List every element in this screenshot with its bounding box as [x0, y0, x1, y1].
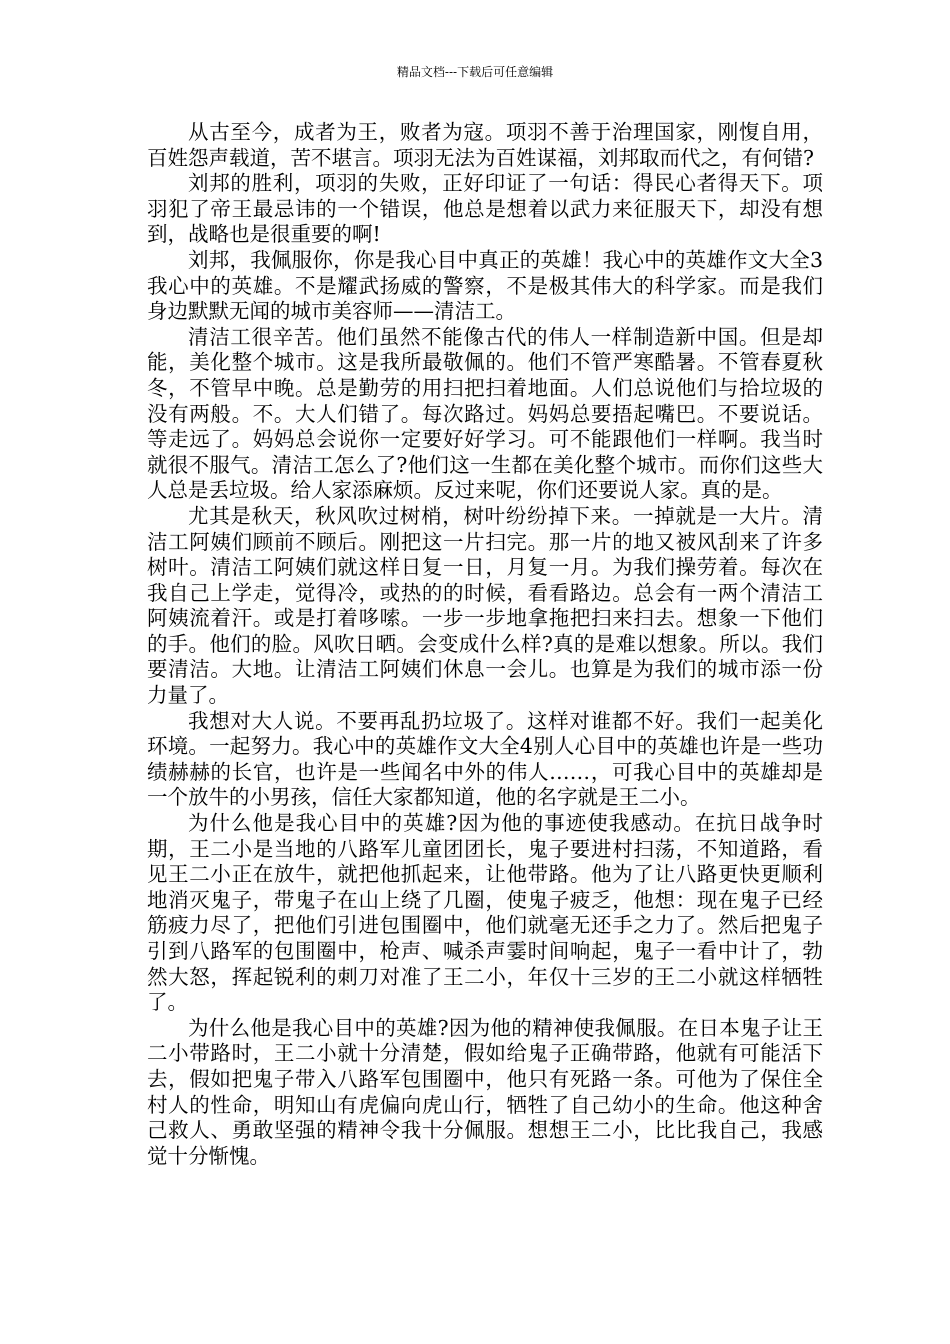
paragraph: 刘邦，我佩服你，你是我心目中真正的英雄！我心中的英雄作文大全3我心中的英雄。不是耀武扬威的警察，不是极其伟大的科学家。而是我们身边默默无闻的城市美容师——清洁工。: [147, 247, 823, 324]
paragraph: 刘邦的胜利，项羽的失败，正好印证了一句话：得民心者得天下。项羽犯了帝王最忌讳的一个错误，他总是想着以武力来征服天下，却没有想到，战略也是很重要的啊!: [147, 171, 823, 247]
paragraph: 为什么他是我心目中的英雄?因为他的事迹使我感动。在抗日战争时期，王二小是当地的八路军儿童团团长，鬼子要进村扫荡，不知道路，看见王二小正在放牛，就把他抓起来，让他带路。他为了让八路更快更顺利地消灭鬼子，带鬼子在山上绕了几圈，使鬼子疲乏，他想：现在鬼子已经筋疲力尽了，把他们引进包围圈中，他们就毫无还手之力了。然后把鬼子引到八路军的包围圈中，枪声、喊杀声霎时间响起，鬼子一看中计了，勃然大怒，挥起锐利的刺刀对准了王二小，年仅十三岁的王二小就这样牺牲了。: [147, 811, 823, 1015]
paragraph: 我想对大人说。不要再乱扔垃圾了。这样对谁都不好。我们一起美化环境。一起努力。我心中的英雄作文大全4别人心目中的英雄也许是一些功绩赫赫的长官，也许是一些闻名中外的伟人……，可我心目中的英雄却是一个放牛的小男孩，信任大家都知道，他的名字就是王二小。: [147, 708, 823, 810]
paragraph: 清洁工很辛苦。他们虽然不能像古代的伟人一样制造新中国。但是却能，美化整个城市。这是我所最敬佩的。他们不管严寒酷暑。不管春夏秋冬，不管早中晚。总是勤劳的用扫把扫着地面。人们总说他们与拾垃圾的没有两般。不。大人们错了。每次路过。妈妈总要捂起嘴巴。不要说话。等走远了。妈妈总会说你一定要好好学习。可不能跟他们一样啊。我当时就很不服气。清洁工怎么了?他们这一生都在美化整个城市。而你们这些大人总是丢垃圾。给人家添麻烦。反过来呢，你们还要说人家。真的是。: [147, 324, 823, 503]
paragraph: 尤其是秋天，秋风吹过树梢，树叶纷纷掉下来。一掉就是一大片。清洁工阿姨们顾前不顾后。刚把这一片扫完。那一片的地又被风刮来了许多树叶。清洁工阿姨们就这样日复一日，月复一月。为我们操劳着。每次在我自己上学走，觉得冷，或热的的时候，看看路边。总会有一两个清洁工阿姨流着汗。或是打着哆嗦。一步一步地拿拖把扫来扫去。想象一下他们的手。他们的脸。风吹日晒。会变成什么样?真的是难以想象。所以。我们要清洁。大地。让清洁工阿姨们休息一会儿。也算是为我们的城市添一份力量了。: [147, 503, 823, 708]
document-body: [147, 120, 823, 1169]
page-header: 精品文档---下载后可任意编辑: [396, 65, 554, 79]
paragraph: 为什么他是我心目中的英雄?因为他的精神使我佩服。在日本鬼子让王二小带路时，王二小就十分清楚，假如给鬼子正确带路，他就有可能活下去，假如把鬼子带入八路军包围圈中，他只有死路一条。可他为了保住全村人的性命，明知山有虎偏向虎山行，牺牲了自己幼小的生命。他这种舍己救人、勇敢坚强的精神令我十分佩服。想想王二小，比比我自己，我感觉十分惭愧。: [147, 1015, 823, 1168]
paragraph: 从古至今，成者为王，败者为寇。项羽不善于治理国家，刚愎自用，百姓怨声载道，苦不堪言。项羽无法为百姓谋福，刘邦取而代之，有何错?: [147, 120, 823, 170]
